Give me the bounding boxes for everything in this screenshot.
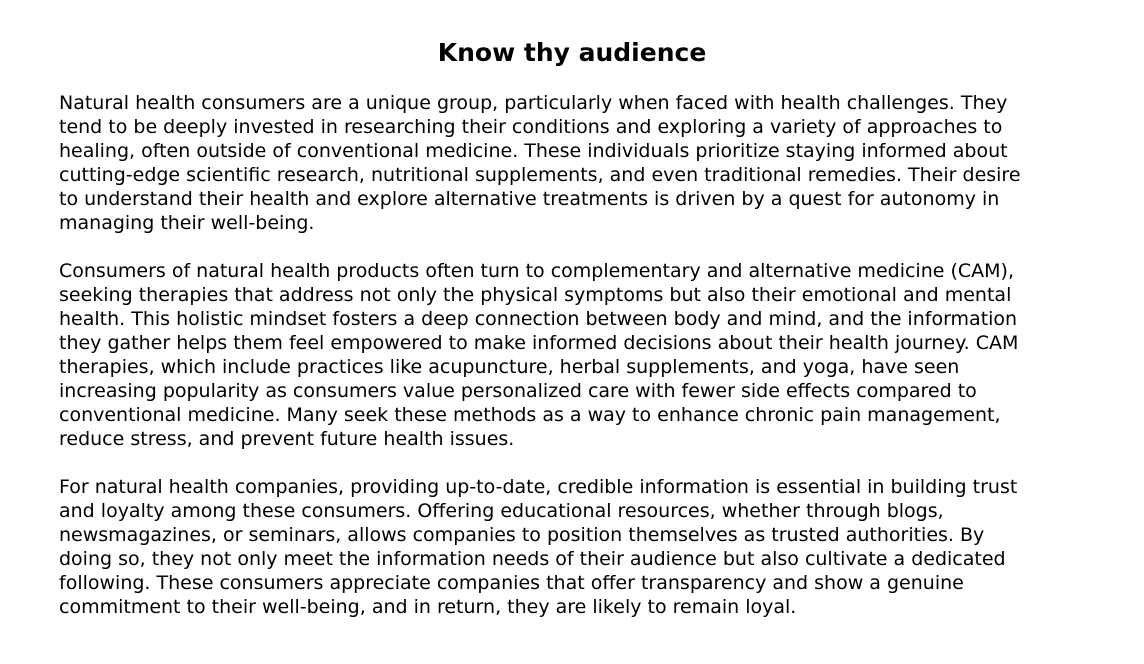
paragraph-1: Natural health consumers are a unique group, particularly when faced with health challenges. They tend to be deeply invested in researching their conditions and exploring a variety of approaches to healing, often outside of conventional medicine. These individuals prioritize staying informed about cutting-edge scientific research, nutritional supplements, and even traditional remedies. Their desire to understand their health and explore alternative treatments is driven by a quest for autonomy in managing their well-being.: [59, 92, 1021, 234]
paragraph-3: For natural health companies, providing up-to-date, credible information is essential in building trust and loyalty among these consumers. Offering educational resources, whether through blogs, newsmagazines, or seminars, allows companies to position themselves as trusted authorities. By doing so, they not only meet the information needs of their audience but also cultivate a dedicated following. These consumers appreciate companies that offer transparency and show a genuine commitment to their well-being, and in return, they are likely to remain loyal.: [59, 476, 1018, 618]
paragraph-2: Consumers of natural health products often turn to complementary and alternative medicine (CAM), seeking therapies that address not only the physical symptoms but also their emotional and mental health. This holistic mindset fosters a deep connection between body and mind, and the information they gather helps them feel empowered to make informed decisions about their health journey. CAM therapies, which include practices like acupuncture, herbal supplements, and yoga, have seen increasing popularity as consumers value personalized care with fewer side effects compared to conventional medicine. Many seek these methods as a way to enhance chronic pain management, reduce stress, and prevent future health issues.: [59, 260, 1019, 450]
page-title: Know thy audience: [437, 38, 707, 67]
